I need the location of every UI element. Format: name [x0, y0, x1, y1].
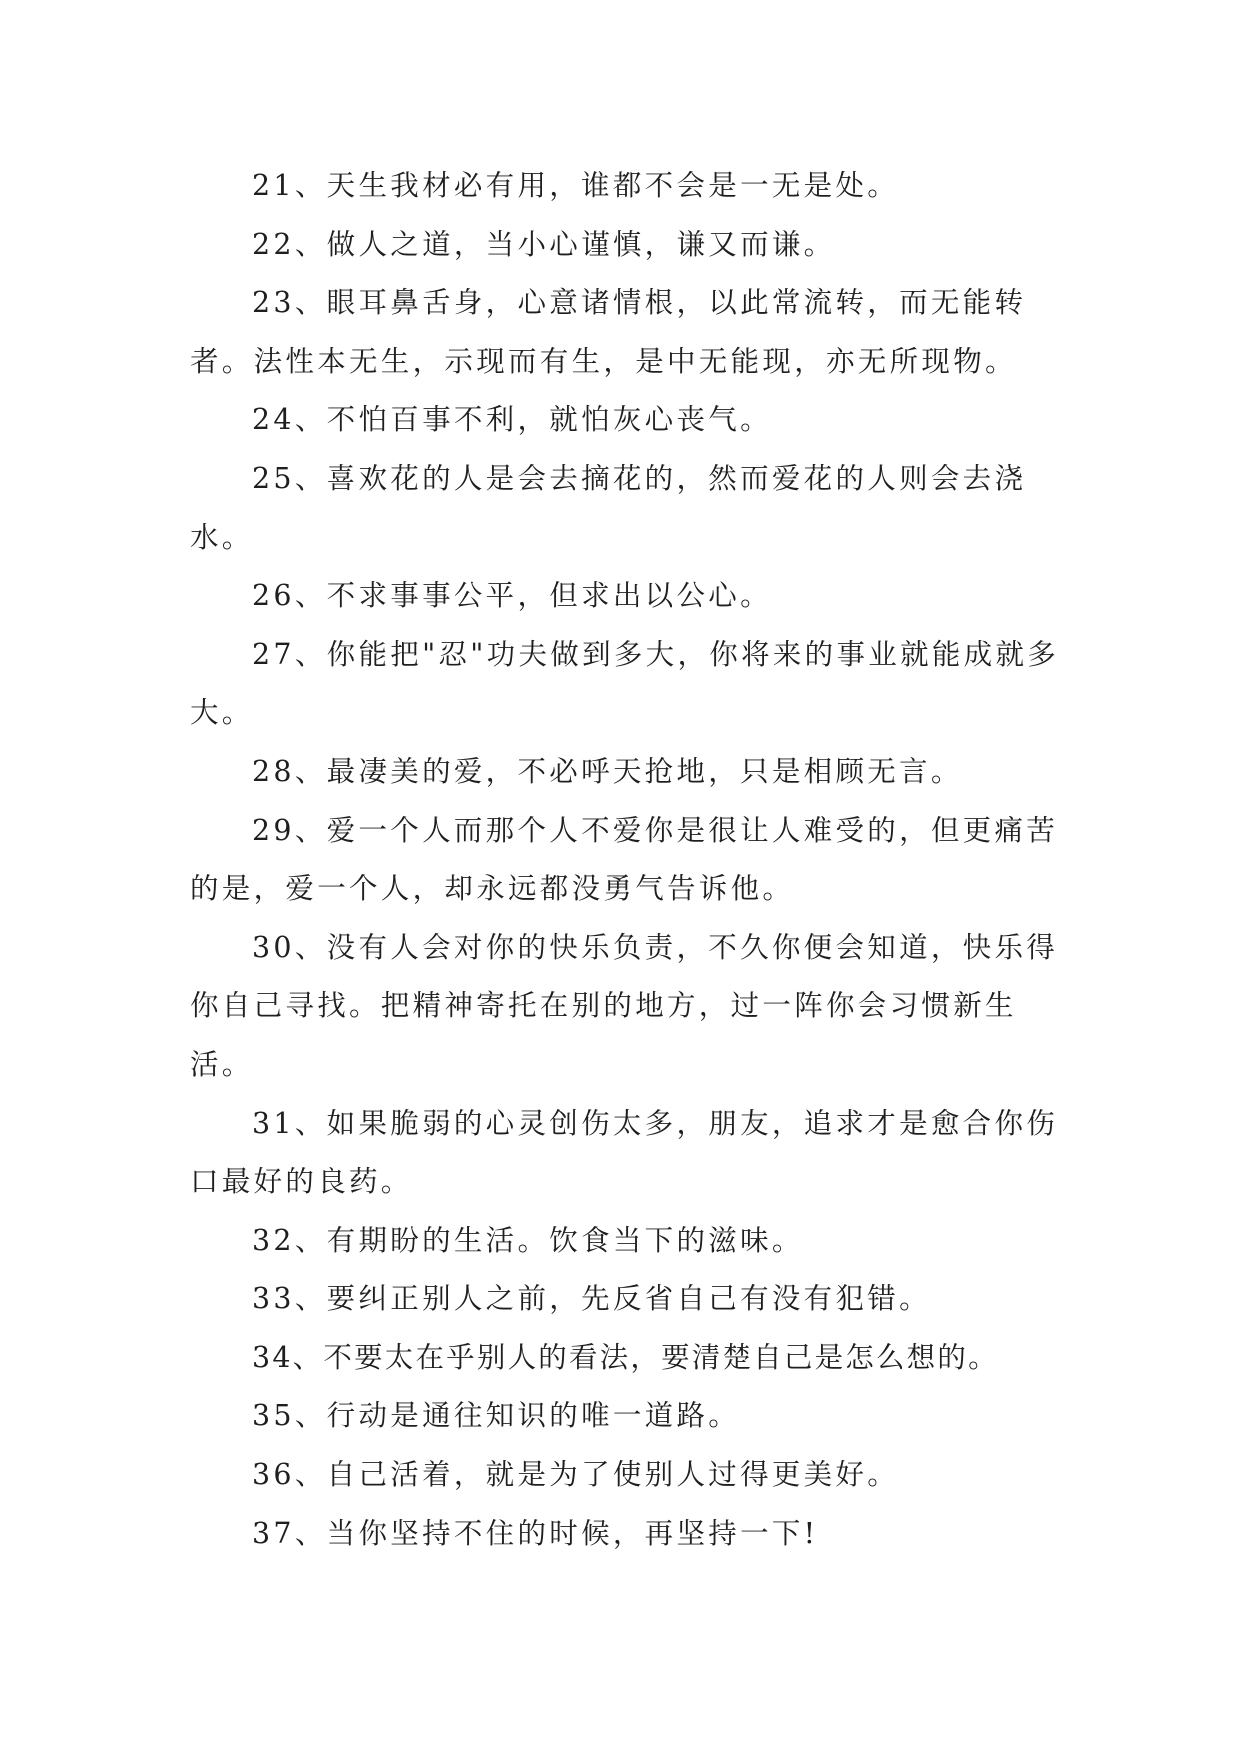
quote-paragraph: 30、没有人会对你的快乐负责，不久你便会知道，快乐得你自己寻找。把精神寄托在别的地方，过一阵你会习惯新生活。 [190, 930, 1059, 1081]
quote-paragraph: 25、喜欢花的人是会去摘花的，然而爱花的人则会去浇水。 [190, 461, 1027, 554]
document-body [190, 157, 1062, 1563]
quote-paragraph: 27、你能把"忍"功夫做到多大，你将来的事业就能成就多大。 [190, 637, 1060, 730]
quote-paragraph: 33、要纠正别人之前，先反省自己有没有犯错。 [252, 1282, 931, 1316]
quote-paragraph: 28、最凄美的爱，不必呼天抢地，只是相顾无言。 [252, 754, 963, 788]
quote-paragraph: 37、当你坚持不住的时候，再坚持一下! [252, 1516, 819, 1550]
quote-paragraph: 21、天生我材必有用，谁都不会是一无是处。 [252, 169, 900, 202]
quote-paragraph: 35、行动是通往知识的唯一道路。 [252, 1399, 741, 1433]
quote-paragraph: 24、不怕百事不利，就怕灰心丧气。 [252, 403, 772, 437]
quote-paragraph: 29、爱一个人而那个人不爱你是很让人难受的，但更痛苦的是，爱一个人，却永远都没勇气告诉他。 [190, 813, 1059, 906]
quote-paragraph: 26、不求事事公平，但求出以公心。 [252, 579, 772, 613]
quote-paragraph: 34、不要太在乎别人的看法，要清楚自己是怎么想的。 [252, 1340, 999, 1374]
quote-paragraph: 36、自己活着，就是为了使别人过得更美好。 [252, 1458, 900, 1492]
quote-paragraph: 31、如果脆弱的心灵创伤太多，朋友，追求才是愈合你伤口最好的良药。 [190, 1106, 1059, 1199]
quote-paragraph: 23、眼耳鼻舌身，心意诸情根，以此常流转，而无能转者。法性本无生，示现而有生，是中无能现，亦无所现物。 [190, 286, 1027, 378]
quote-paragraph: 22、做人之道，当小心谨慎，谦又而谦。 [252, 227, 836, 261]
quote-paragraph: 32、有期盼的生活。饮食当下的滋味。 [252, 1223, 804, 1257]
